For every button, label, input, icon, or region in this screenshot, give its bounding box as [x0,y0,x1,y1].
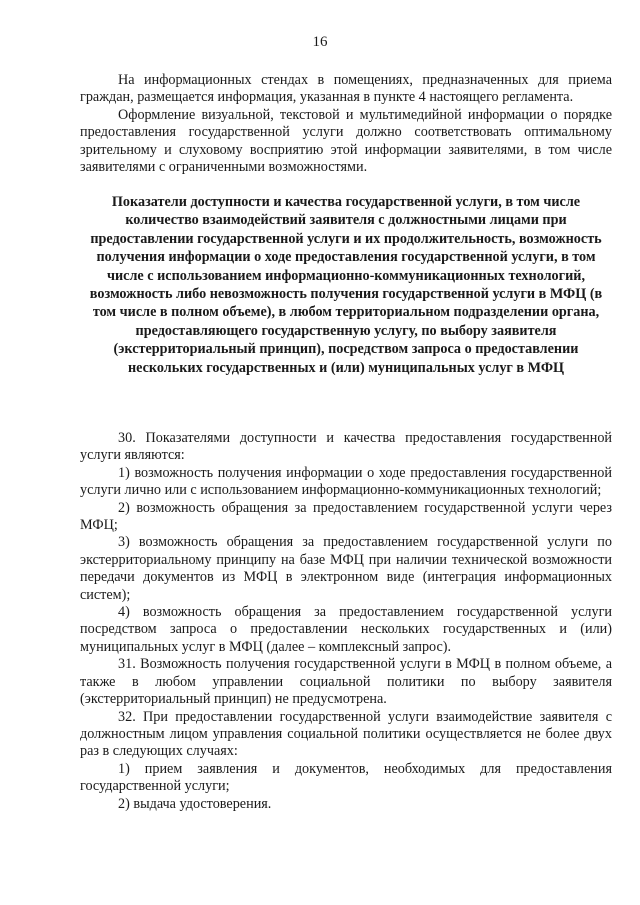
section-heading: Показатели доступности и качества государственной услуги, в том числе количество взаимодействий заявителя с должностными лицами при предоставлении государственной услуги и их продолжительность, возможность получения информации о ходе предоставления государственной услуги, в том числе с использованием информационно-коммуникационных технологий, возможность либо невозможность получения государственной услуги в МФЦ (в том числе в полном объеме), в любом территориальном подразделении органа, предоставляющего государственную услугу, по выбору заявителя (экстерриториальный принцип), посредством запроса о предоставлении нескольких государственных и (или) муниципальных услуг в МФЦ [89,194,603,376]
intro-paragraph-design: Оформление визуальной, текстовой и мультимедийной информации о порядке предоставления государственной услуги должно соответствовать оптимальному зрительному и слуховому восприятию этой информации заявителями, в том числе заявителями с ограниченными возможностями. [80,106,612,176]
page-number: 16 [312,34,328,50]
main-section [80,430,612,813]
paragraph-31: 31. Возможность получения государственной услуги в МФЦ в полном объеме, а также в любом управлении социальной политики по выбору заявителя (экстерриториальный принцип) не предусмотрена. [80,656,612,708]
intro-paragraph-stands: На информационных стендах в помещениях, предназначенных для приема граждан, размещается информация, указанная в пункте 4 настоящего регламента. [80,72,612,106]
list-item-30-3: 3) возможность обращения за предоставлением государственной услуги по экстерриториальному принципу на базе МФЦ при наличии технической возможности передачи документов из МФЦ в электронном виде (интеграция информационных систем); [80,534,612,603]
paragraph-30: 30. Показателями доступности и качества предоставления государственной услуги являются: [80,430,612,464]
list-item-30-2: 2) возможность обращения за предоставлением государственной услуги через МФЦ; [80,499,612,534]
paragraph-32: 32. При предоставлении государственной услуги взаимодействие заявителя с должностным лицом управления социальной политики осуществляется не более двух раз в следующих случаях: [80,708,612,760]
list-item-32-1: 1) прием заявления и документов, необходимых для предоставления государственной услуги; [80,760,612,795]
list-item-32-2: 2) выдача удостоверения. [118,795,272,812]
list-item-30-1: 1) возможность получения информации о ходе предоставления государственной услуги лично или с использованием информационно-коммуникационных технологий; [80,464,612,499]
intro-section [80,72,612,176]
list-item-30-4: 4) возможность обращения за предоставлением государственной услуги посредством запроса о предоставлении нескольких государственных и (или) муниципальных услуг в МФЦ (далее – комплексный запрос). [80,604,612,655]
